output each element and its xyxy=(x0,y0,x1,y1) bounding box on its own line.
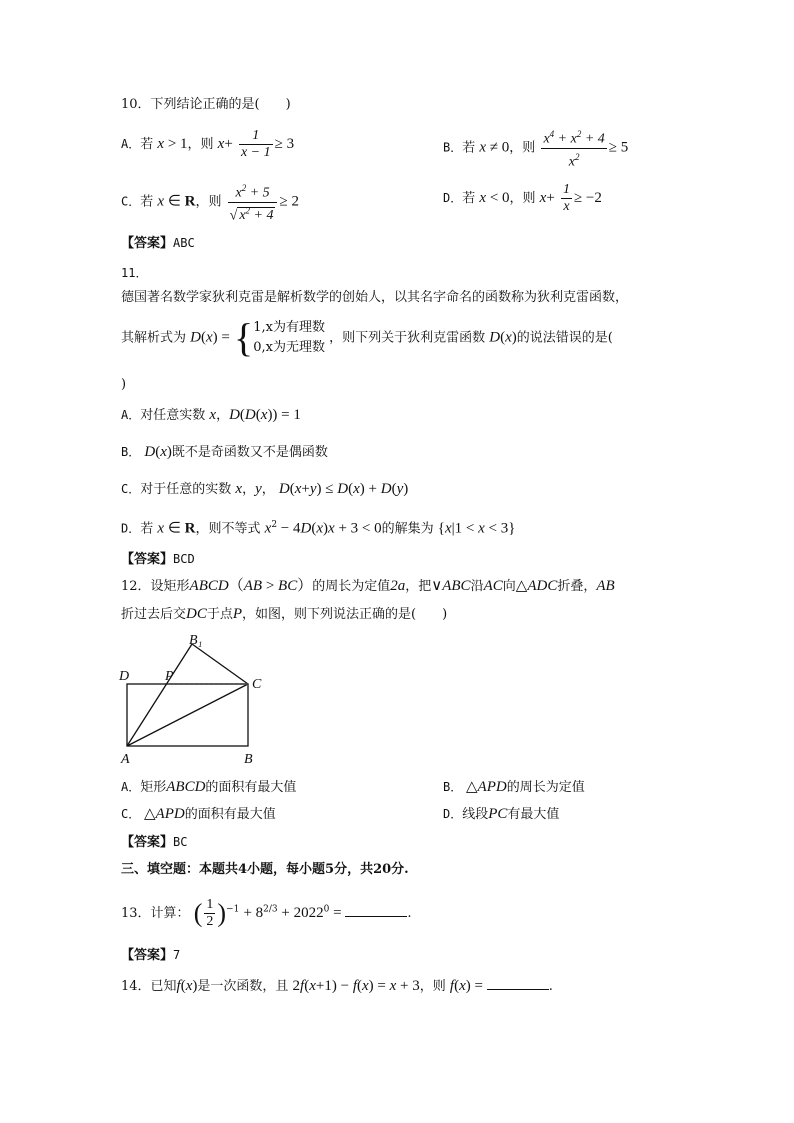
q10-option-b: B．若 x ≠ 0，则 $\frac{x^4 + x^2 + 4}{x^2}$ ≥ 5 xyxy=(443,126,628,170)
segment-b1c xyxy=(192,644,248,684)
q11-number: 11． xyxy=(121,266,148,280)
segment-ab1 xyxy=(127,644,192,746)
q10-option-a: A．若 x > 1，则 x+ $\frac{1}{x - 1}$ ≥ 3 xyxy=(121,128,295,160)
label-d: D xyxy=(119,669,130,684)
q13-stem: 13．计算： ( $\frac{1}{2}$ )$^{-1} + 8^{2/3} + 2022^0$ = . xyxy=(121,897,412,929)
q12-option-b: B． △APD的周长为定值 xyxy=(443,779,585,795)
diagonal-ac xyxy=(127,684,248,746)
q10-answer: 【答案】ABC xyxy=(121,236,195,251)
q11-stem-line3: ) xyxy=(121,377,127,392)
q14-stem: 14．已知f(x)是一次函数，且 2f(x+1) − f(x) = x + 3，则 f(x) = . xyxy=(121,978,553,994)
q11-stem-line2: 其解析式为 D(x) = { 1,x为有理数 0,x为无理数 ，则下列关于狄利克雷函数 D(x)的说法错误的是( xyxy=(121,315,613,360)
q12-option-a: A．矩形ABCD的面积有最大值 xyxy=(121,779,297,795)
q11-option-d: D．若 x ∈ R，则不等式 $x^2 - 4D(x)x + 3 < 0$的解集为 {x|1 < x < 3} xyxy=(121,520,516,537)
label-c: C xyxy=(252,677,262,692)
q12-option-d: D．线段PC有最大值 xyxy=(443,806,560,822)
q12-figure xyxy=(115,632,275,767)
q10-stem: 10．下列结论正确的是( ) xyxy=(121,97,291,112)
q10-option-d: D．若 x < 0，则 x+ $\frac{1}{x}$ ≥ −2 xyxy=(443,182,602,214)
q10-option-c: C．若 x ∈ R，则 $\frac{x^2 + 5}{√ x^2 + 4}$ ≥ 2 xyxy=(121,180,299,224)
q13-answer: 【答案】7 xyxy=(121,948,181,963)
label-b1: B₁ xyxy=(189,633,203,648)
q11-option-a: A．对任意实数 x，D(D(x)) = 1 xyxy=(121,407,301,423)
q11-answer: 【答案】BCD xyxy=(121,552,195,567)
q12-answer: 【答案】BC xyxy=(121,835,188,850)
q13-blank[interactable] xyxy=(345,904,407,917)
q12-stem-line1: 12．设矩形ABCD（AB > BC）的周长为定值2a，把∨ABC沿AC向△ADC折叠，AB xyxy=(121,578,615,594)
q14-blank[interactable] xyxy=(487,977,549,990)
label-b: B xyxy=(244,752,253,767)
label-p: P xyxy=(165,669,174,684)
label-a: A xyxy=(121,752,130,767)
q11-option-b: B． D(x)既不是奇函数又不是偶函数 xyxy=(121,444,328,460)
section-heading: 三、填空题：本题共4小题，每小题5分，共20分. xyxy=(121,862,409,877)
q11-stem-line1: 德国著名数学家狄利克雷是解析数学的创始人，以其名字命名的函数称为狄利克雷函数， xyxy=(121,290,629,305)
q12-stem-line2: 折过去后交DC于点P，如图，则下列说法正确的是( ) xyxy=(121,606,448,622)
q11-option-c: C．对于任意的实数 x，y， D(x+y) ≤ D(x) + D(y) xyxy=(121,481,409,497)
q12-option-c: C． △APD的面积有最大值 xyxy=(121,806,276,822)
